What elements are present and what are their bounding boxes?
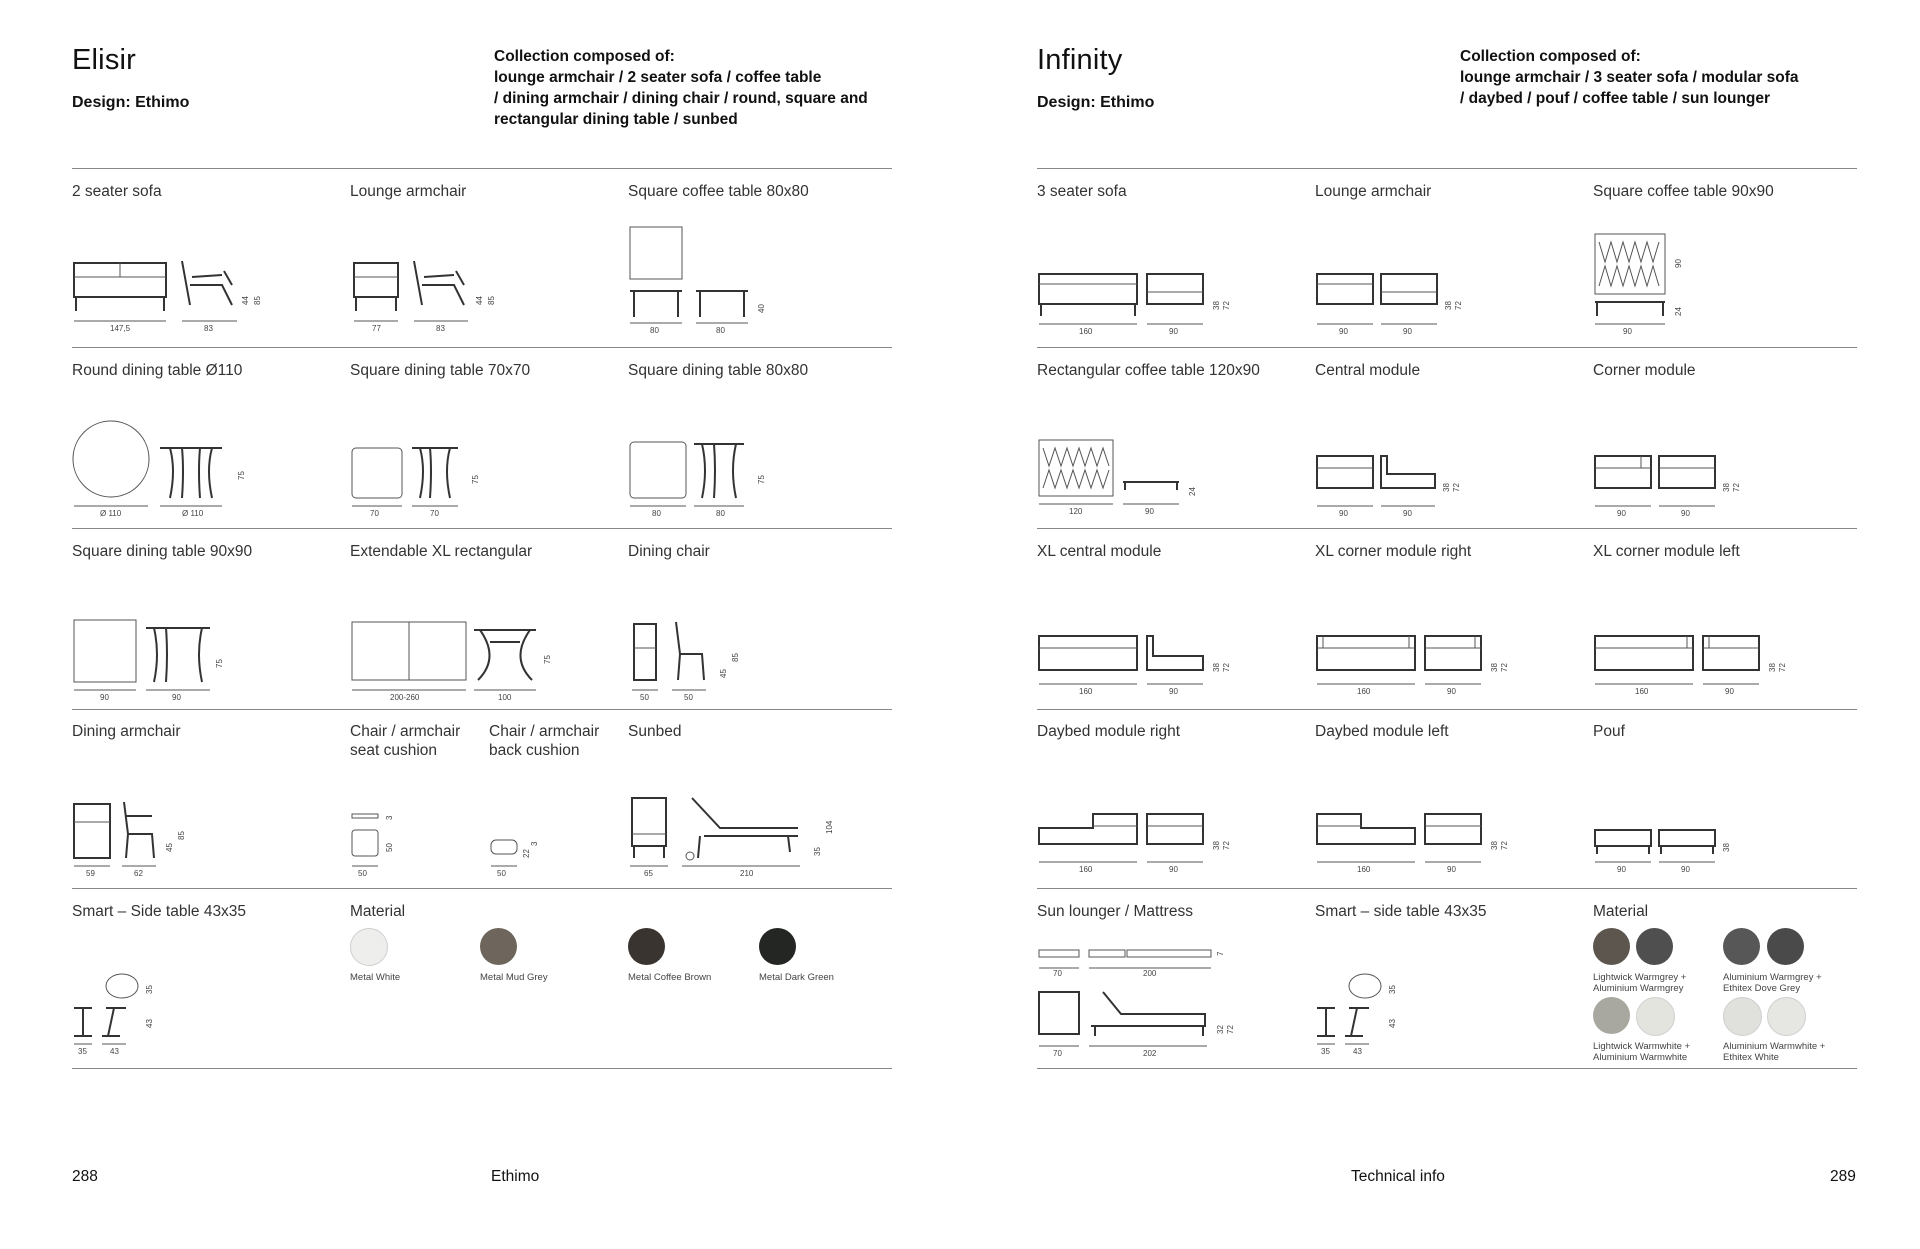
svg-text:70: 70 <box>430 509 439 518</box>
swatch-lightwick-warmgrey <box>1593 928 1630 965</box>
svg-text:160: 160 <box>1079 327 1093 336</box>
svg-text:35: 35 <box>1321 1047 1330 1056</box>
sun-lounger-drawing <box>1037 942 1257 1062</box>
svg-text:72: 72 <box>1732 483 1741 492</box>
svg-text:38: 38 <box>1442 483 1451 492</box>
svg-text:50: 50 <box>640 693 649 702</box>
item-label: Square dining table 90x90 <box>72 543 253 560</box>
side-table-drawing <box>72 972 182 1062</box>
svg-text:90: 90 <box>100 693 109 702</box>
coffee-table-drawing <box>1037 438 1237 518</box>
round-table-drawing <box>72 420 272 520</box>
svg-text:50: 50 <box>684 693 693 702</box>
item-label: Chair / armchair back cushion <box>489 723 600 759</box>
svg-text:80: 80 <box>716 326 725 335</box>
sofa-drawing <box>72 255 272 335</box>
svg-text:85: 85 <box>487 296 496 305</box>
svg-text:43: 43 <box>110 1047 119 1056</box>
svg-text:210: 210 <box>740 869 754 878</box>
svg-text:72: 72 <box>1452 483 1461 492</box>
sunbed-drawing <box>628 794 858 884</box>
item-label: Daybed module left <box>1315 723 1449 740</box>
item-label: 3 seater sofa <box>1037 183 1127 200</box>
svg-text:104: 104 <box>825 820 834 834</box>
svg-text:75: 75 <box>757 475 766 484</box>
svg-text:80: 80 <box>650 326 659 335</box>
svg-text:40: 40 <box>757 304 766 313</box>
svg-text:38: 38 <box>1490 841 1499 850</box>
xl-corner-module-drawing <box>1593 632 1813 702</box>
swatch-label: Aluminium Warmwhite + Ethitex White <box>1723 1041 1826 1063</box>
svg-text:90: 90 <box>1169 865 1178 874</box>
designer-credit: Design: Ethimo <box>1037 94 1155 111</box>
row-divider <box>1037 347 1857 348</box>
svg-text:7: 7 <box>1216 951 1225 956</box>
svg-text:77: 77 <box>372 324 381 333</box>
xl-corner-module-drawing <box>1315 632 1535 702</box>
svg-text:72: 72 <box>1222 841 1231 850</box>
collection-description: Collection composed of: lounge armchair / 2 seater sofa / coffee table / dining armchair / dining chair / round, square and rectangular dining table / sunbed <box>494 48 868 128</box>
item-label: Smart – Side table 43x35 <box>72 903 247 920</box>
svg-text:72: 72 <box>1454 301 1463 310</box>
svg-text:200: 200 <box>1143 969 1157 978</box>
svg-text:202: 202 <box>1143 1049 1157 1058</box>
svg-text:Ø 110: Ø 110 <box>182 509 204 518</box>
svg-text:43: 43 <box>1388 1019 1397 1028</box>
svg-text:72: 72 <box>1500 841 1509 850</box>
swatch-metal-coffee-brown <box>628 928 665 965</box>
sofa-drawing <box>1037 270 1257 340</box>
swatch-lightwick-warmwhite <box>1593 997 1630 1034</box>
swatch-aluminium-warmgrey <box>1723 928 1760 965</box>
corner-module-drawing <box>1593 452 1753 522</box>
svg-text:85: 85 <box>177 831 186 840</box>
right-page <box>960 0 1920 1249</box>
svg-text:38: 38 <box>1212 841 1221 850</box>
svg-text:38: 38 <box>1768 663 1777 672</box>
svg-text:90: 90 <box>1447 865 1456 874</box>
svg-text:90: 90 <box>1725 687 1734 696</box>
square-table-drawing <box>628 440 788 520</box>
item-label: Sunbed <box>628 723 682 740</box>
square-table-drawing <box>350 440 510 520</box>
row-divider <box>1037 168 1857 169</box>
svg-text:90: 90 <box>172 693 181 702</box>
dining-armchair-drawing <box>72 800 232 880</box>
svg-text:90: 90 <box>1674 259 1683 268</box>
svg-text:85: 85 <box>731 653 740 662</box>
svg-text:32: 32 <box>1216 1025 1225 1034</box>
svg-text:90: 90 <box>1447 687 1456 696</box>
armchair-drawing <box>1315 270 1475 340</box>
item-label: 2 seater sofa <box>72 183 162 200</box>
item-label: Extendable XL rectangular <box>350 543 533 560</box>
item-label: Dining armchair <box>72 723 181 740</box>
svg-text:90: 90 <box>1339 327 1348 336</box>
item-label: Square dining table 70x70 <box>350 362 531 379</box>
svg-text:90: 90 <box>1403 327 1412 336</box>
swatch-label: Lightwick Warmgrey + Aluminium Warmgrey <box>1593 972 1687 994</box>
swatch-aluminium-warmwhite <box>1723 997 1762 1036</box>
item-label: Pouf <box>1593 723 1625 740</box>
svg-text:70: 70 <box>1053 1049 1062 1058</box>
svg-text:38: 38 <box>1490 663 1499 672</box>
row-divider <box>1037 528 1857 529</box>
material-label: Material <box>350 903 406 920</box>
item-label: XL central module <box>1037 543 1162 560</box>
collection-title: Elisir <box>72 44 137 76</box>
svg-text:38: 38 <box>1212 663 1221 672</box>
svg-text:35: 35 <box>813 847 822 856</box>
svg-text:90: 90 <box>1617 865 1626 874</box>
item-label: Corner module <box>1593 362 1696 379</box>
swatch-label: Metal White <box>350 972 401 983</box>
item-label: Lounge armchair <box>350 183 467 200</box>
row-divider <box>1037 888 1857 889</box>
item-label: Central module <box>1315 362 1421 379</box>
svg-text:83: 83 <box>204 324 213 333</box>
row-divider <box>72 347 892 348</box>
swatch-label: Lightwick Warmwhite + Aluminium Warmwhite <box>1593 1041 1691 1063</box>
swatch-ethitex-white <box>1767 997 1806 1036</box>
svg-text:50: 50 <box>385 843 394 852</box>
footer-brand: Ethimo <box>491 1168 540 1185</box>
row-divider <box>72 528 892 529</box>
svg-text:72: 72 <box>1226 1025 1235 1034</box>
svg-text:160: 160 <box>1079 687 1093 696</box>
item-label: Smart – side table 43x35 <box>1315 903 1487 920</box>
svg-text:38: 38 <box>1212 301 1221 310</box>
svg-text:45: 45 <box>719 669 728 678</box>
svg-text:24: 24 <box>1674 307 1683 316</box>
swatch-aluminium-warmgrey <box>1636 928 1673 965</box>
swatch-metal-white <box>350 928 388 966</box>
svg-text:44: 44 <box>475 296 484 305</box>
svg-text:Ø 110: Ø 110 <box>100 509 122 518</box>
dining-chair-drawing <box>628 618 788 700</box>
svg-text:90: 90 <box>1681 509 1690 518</box>
svg-text:59: 59 <box>86 869 95 878</box>
svg-text:3: 3 <box>385 815 394 820</box>
svg-text:72: 72 <box>1778 663 1787 672</box>
svg-text:70: 70 <box>370 509 379 518</box>
svg-text:72: 72 <box>1222 663 1231 672</box>
svg-text:160: 160 <box>1357 865 1371 874</box>
row-divider <box>1037 1068 1857 1069</box>
swatch-aluminium-warmwhite <box>1636 997 1675 1036</box>
svg-text:72: 72 <box>1222 301 1231 310</box>
designer-credit: Design: Ethimo <box>72 94 190 111</box>
svg-text:75: 75 <box>543 655 552 664</box>
svg-text:80: 80 <box>716 509 725 518</box>
square-table-drawing <box>72 618 272 700</box>
extendable-table-drawing <box>350 618 570 700</box>
row-divider <box>72 709 892 710</box>
daybed-module-drawing <box>1315 810 1535 880</box>
svg-text:24: 24 <box>1188 487 1197 496</box>
svg-text:75: 75 <box>237 471 246 480</box>
svg-text:70: 70 <box>1053 969 1062 978</box>
svg-text:90: 90 <box>1169 687 1178 696</box>
central-module-drawing <box>1315 452 1475 522</box>
item-label: XL corner module left <box>1593 543 1740 560</box>
svg-text:120: 120 <box>1069 507 1083 516</box>
svg-text:38: 38 <box>1722 843 1731 852</box>
svg-text:100: 100 <box>498 693 512 702</box>
seat-cushion-drawing <box>350 810 460 880</box>
page-number: 289 <box>1830 1168 1856 1185</box>
row-divider <box>1037 709 1857 710</box>
svg-text:90: 90 <box>1681 865 1690 874</box>
swatch-label: Aluminium Warmgrey + Ethitex Dove Grey <box>1723 972 1822 994</box>
svg-text:160: 160 <box>1079 865 1093 874</box>
svg-text:38: 38 <box>1444 301 1453 310</box>
svg-text:90: 90 <box>1617 509 1626 518</box>
svg-text:90: 90 <box>1145 507 1154 516</box>
row-divider <box>72 888 892 889</box>
xl-central-module-drawing <box>1037 632 1257 702</box>
item-label: Sun lounger / Mattress <box>1037 903 1193 920</box>
row-divider <box>72 168 892 169</box>
svg-text:90: 90 <box>1403 509 1412 518</box>
svg-text:147,5: 147,5 <box>110 324 131 333</box>
svg-text:45: 45 <box>165 843 174 852</box>
item-label: Daybed module right <box>1037 723 1181 740</box>
svg-text:65: 65 <box>644 869 653 878</box>
svg-text:75: 75 <box>471 475 480 484</box>
swatch-label: Metal Coffee Brown <box>628 972 712 983</box>
item-label: Dining chair <box>628 543 710 560</box>
svg-text:3: 3 <box>530 841 539 846</box>
coffee-table-drawing <box>628 225 788 335</box>
svg-text:22: 22 <box>522 849 531 858</box>
item-label: Round dining table Ø110 <box>72 362 243 379</box>
svg-text:44: 44 <box>241 296 250 305</box>
svg-text:160: 160 <box>1357 687 1371 696</box>
svg-text:75: 75 <box>215 659 224 668</box>
collection-description: Collection composed of: lounge armchair / 3 seater sofa / modular sofa / daybed / pouf / coffee table / sun lounger <box>1460 48 1799 107</box>
svg-text:90: 90 <box>1623 327 1632 336</box>
daybed-module-drawing <box>1037 810 1257 880</box>
coffee-table-drawing <box>1593 232 1753 342</box>
swatch-metal-dark-green <box>759 928 796 965</box>
svg-text:35: 35 <box>1388 985 1397 994</box>
swatch-metal-mud-grey <box>480 928 517 965</box>
svg-text:85: 85 <box>253 296 262 305</box>
svg-text:43: 43 <box>145 1019 154 1028</box>
item-label: Square coffee table 80x80 <box>628 183 809 200</box>
svg-text:62: 62 <box>134 869 143 878</box>
side-table-drawing <box>1315 972 1425 1062</box>
svg-text:50: 50 <box>497 869 506 878</box>
svg-text:43: 43 <box>1353 1047 1362 1056</box>
armchair-drawing <box>350 255 510 335</box>
svg-text:90: 90 <box>1339 509 1348 518</box>
swatch-label: Metal Dark Green <box>759 972 834 983</box>
svg-text:35: 35 <box>78 1047 87 1056</box>
svg-text:80: 80 <box>652 509 661 518</box>
svg-text:83: 83 <box>436 324 445 333</box>
pouf-drawing <box>1593 826 1753 882</box>
svg-text:160: 160 <box>1635 687 1649 696</box>
swatch-ethitex-dove-grey <box>1767 928 1804 965</box>
page-number: 288 <box>72 1168 98 1185</box>
item-label: Rectangular coffee table 120x90 <box>1037 362 1260 379</box>
collection-title: Infinity <box>1037 44 1123 76</box>
item-label: XL corner module right <box>1315 543 1472 560</box>
item-label: Lounge armchair <box>1315 183 1432 200</box>
back-cushion-drawing <box>489 810 599 880</box>
svg-text:90: 90 <box>1169 327 1178 336</box>
footer-section: Technical info <box>1351 1168 1445 1185</box>
item-label: Square dining table 80x80 <box>628 362 809 379</box>
item-label: Chair / armchair seat cushion <box>350 723 461 759</box>
svg-text:200-260: 200-260 <box>390 693 420 702</box>
svg-text:72: 72 <box>1500 663 1509 672</box>
row-divider <box>72 1068 892 1069</box>
item-label: Square coffee table 90x90 <box>1593 183 1774 200</box>
svg-text:38: 38 <box>1722 483 1731 492</box>
material-label: Material <box>1593 903 1649 920</box>
svg-text:50: 50 <box>358 869 367 878</box>
svg-text:35: 35 <box>145 985 154 994</box>
swatch-label: Metal Mud Grey <box>480 972 548 983</box>
